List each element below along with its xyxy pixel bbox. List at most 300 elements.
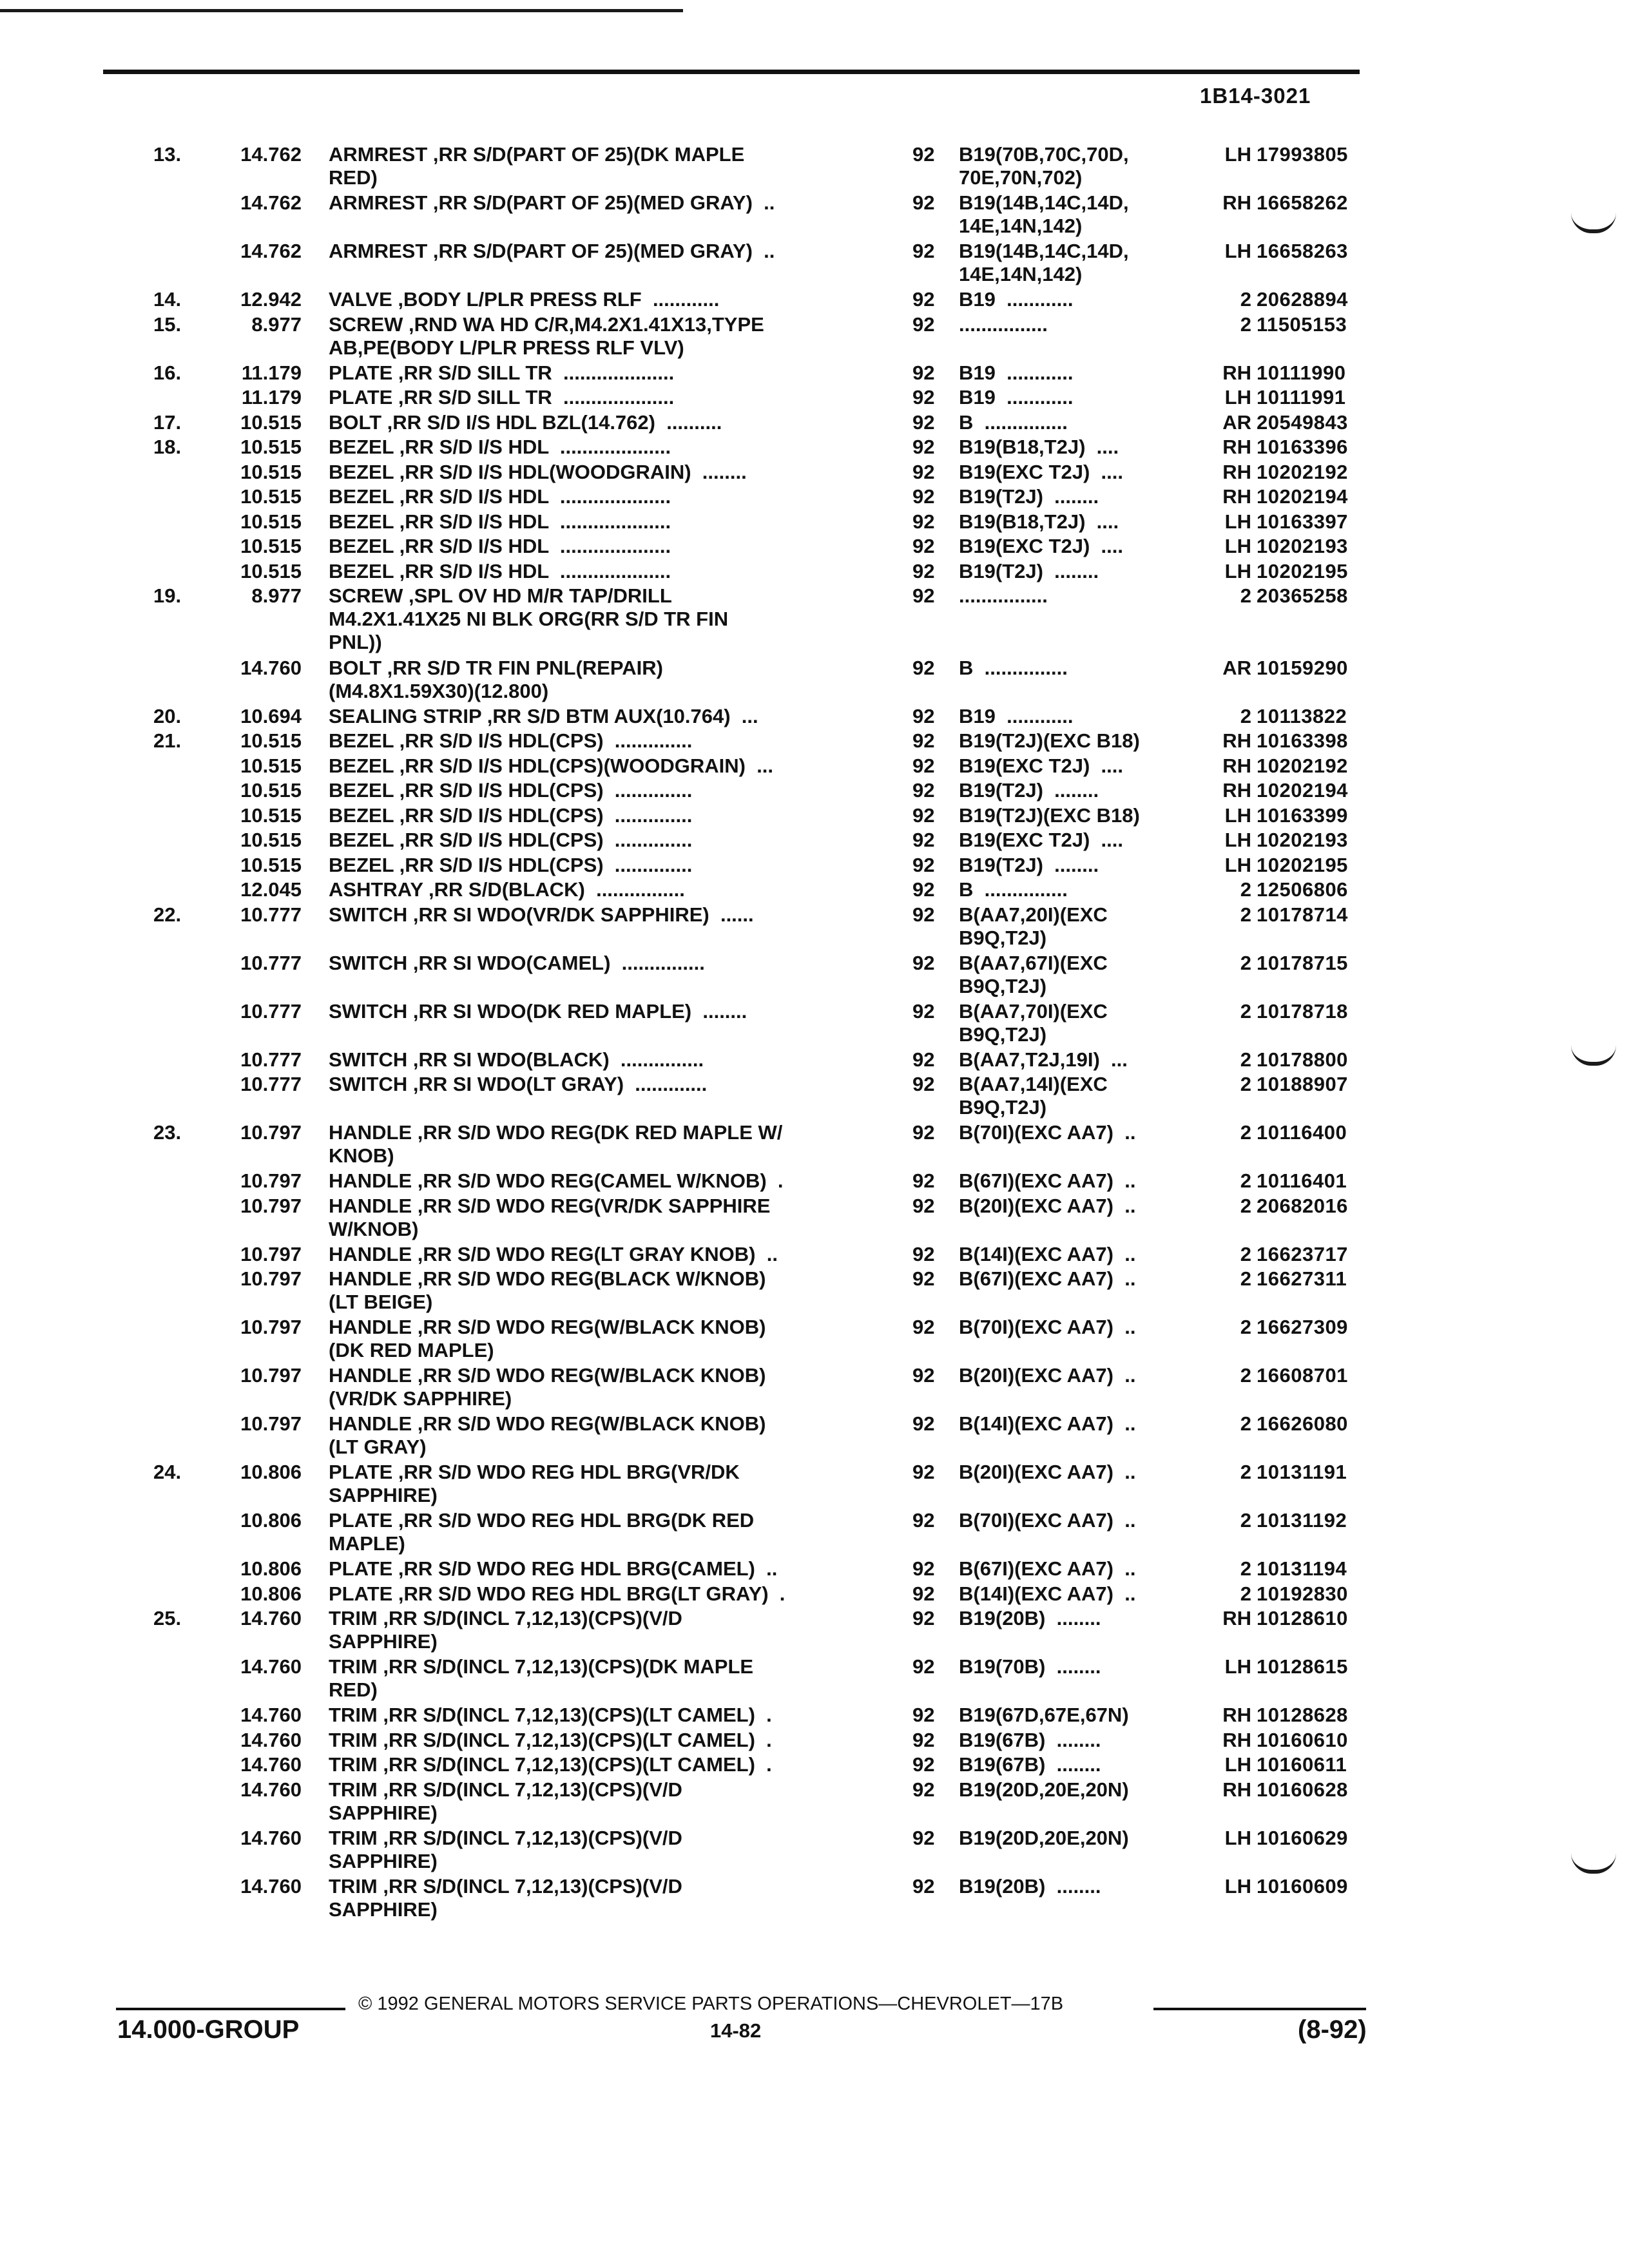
group-number: 10.806 bbox=[240, 1461, 302, 1483]
quantity: 2 bbox=[1240, 951, 1251, 974]
quantity: 2 bbox=[1240, 584, 1251, 607]
page-id: 1B14-3021 bbox=[1200, 84, 1311, 108]
item-number: 16. bbox=[153, 361, 182, 384]
model-usage-line: B19(70B) ........ bbox=[959, 1655, 1101, 1678]
model-year: 92 bbox=[912, 803, 935, 827]
description bbox=[329, 143, 871, 189]
part-number: 16626080 bbox=[1257, 1412, 1348, 1435]
group-number: 10.806 bbox=[240, 1582, 302, 1605]
quantity: RH bbox=[1222, 436, 1251, 458]
quantity: 2 bbox=[1240, 1242, 1251, 1265]
description bbox=[329, 1655, 871, 1702]
model-year: 92 bbox=[912, 436, 935, 458]
part-number: 10128628 bbox=[1257, 1704, 1348, 1726]
model-year: 92 bbox=[912, 312, 935, 336]
model-year: 92 bbox=[912, 1778, 935, 1801]
description-line: SAPPHIRE) bbox=[329, 1484, 438, 1506]
model-usage bbox=[959, 1753, 1197, 1776]
footer-rule-right bbox=[1153, 2008, 1366, 2010]
part-number: 10128610 bbox=[1257, 1607, 1348, 1629]
group-number: 10.777 bbox=[240, 1073, 302, 1095]
part-number: 10116400 bbox=[1257, 1121, 1347, 1144]
quantity: RH bbox=[1222, 1728, 1251, 1751]
description-line: BOLT ,RR S/D TR FIN PNL(REPAIR) bbox=[329, 656, 663, 679]
part-number: 20628894 bbox=[1257, 288, 1348, 311]
part-number: 10192830 bbox=[1257, 1582, 1348, 1605]
model-year: 92 bbox=[912, 878, 935, 901]
description bbox=[329, 313, 871, 360]
description-line: HANDLE ,RR S/D WDO REG(LT GRAY KNOB) .. bbox=[329, 1242, 778, 1265]
model-usage-line: B(AA7,70I)(EXC bbox=[959, 999, 1108, 1023]
part-number: 10202193 bbox=[1257, 535, 1348, 557]
description-line: PLATE ,RR S/D SILL TR .................... bbox=[329, 361, 675, 384]
model-usage-line: 14E,14N,142) bbox=[959, 263, 1083, 285]
description-line: RED) bbox=[329, 166, 378, 189]
model-usage-line: B(70I)(EXC AA7) .. bbox=[959, 1121, 1136, 1144]
description-line: PNL)) bbox=[329, 631, 382, 653]
description-line: BEZEL ,RR S/D I/S HDL(CPS) .............. bbox=[329, 779, 693, 802]
model-year: 92 bbox=[912, 361, 935, 384]
model-year: 92 bbox=[912, 288, 935, 311]
quantity: 2 bbox=[1240, 1169, 1251, 1192]
part-number: 10111991 bbox=[1257, 386, 1346, 408]
quantity: LH bbox=[1224, 853, 1251, 876]
model-usage-line: B19(14B,14C,14D, bbox=[959, 191, 1129, 214]
item-number: 19. bbox=[153, 584, 182, 607]
model-usage-line: B ............... bbox=[959, 656, 1068, 679]
model-year: 92 bbox=[912, 1753, 935, 1776]
description bbox=[329, 854, 871, 877]
description-line: SWITCH ,RR SI WDO(CAMEL) ............... bbox=[329, 951, 705, 974]
model-usage bbox=[959, 461, 1197, 484]
group-number: 10.515 bbox=[240, 460, 302, 483]
group-number: 10.515 bbox=[240, 535, 302, 557]
description bbox=[329, 1509, 871, 1555]
model-usage bbox=[959, 854, 1197, 877]
description-line: BEZEL ,RR S/D I/S HDL(CPS) .............. bbox=[329, 829, 693, 851]
model-usage bbox=[959, 436, 1197, 459]
description bbox=[329, 729, 871, 753]
part-number: 10160629 bbox=[1257, 1826, 1348, 1849]
description bbox=[329, 1073, 871, 1096]
description bbox=[329, 1316, 871, 1362]
part-number: 10178715 bbox=[1257, 951, 1348, 974]
model-usage-line: B9Q,T2J) bbox=[959, 1023, 1047, 1046]
model-usage-line: B(AA7,T2J,19I) ... bbox=[959, 1048, 1128, 1071]
description-line: AB,PE(BODY L/PLR PRESS RLF VLV) bbox=[329, 336, 684, 359]
model-year: 92 bbox=[912, 951, 935, 974]
quantity: AR bbox=[1222, 656, 1251, 679]
model-usage bbox=[959, 903, 1197, 950]
model-usage-line: B19(67B) ........ bbox=[959, 1753, 1101, 1776]
quantity: 2 bbox=[1240, 1412, 1251, 1435]
model-year: 92 bbox=[912, 1607, 935, 1629]
model-usage bbox=[959, 386, 1197, 409]
group-number: 10.806 bbox=[240, 1557, 302, 1580]
quantity: 2 bbox=[1240, 1267, 1251, 1290]
model-year: 92 bbox=[912, 1364, 935, 1387]
model-year: 92 bbox=[912, 1655, 935, 1678]
description bbox=[329, 1412, 871, 1459]
group-number: 10.797 bbox=[240, 1242, 302, 1265]
description-line: SCREW ,SPL OV HD M/R TAP/DRILL bbox=[329, 584, 672, 607]
description bbox=[329, 1607, 871, 1653]
part-number: 20549843 bbox=[1257, 410, 1348, 434]
description bbox=[329, 1364, 871, 1410]
model-year: 92 bbox=[912, 1316, 935, 1338]
model-usage bbox=[959, 411, 1197, 434]
group-number: 10.797 bbox=[240, 1169, 302, 1192]
model-year: 92 bbox=[912, 510, 935, 533]
description-line: SAPPHIRE) bbox=[329, 1630, 438, 1653]
model-usage bbox=[959, 829, 1197, 852]
model-usage-line: B19 ............ bbox=[959, 361, 1074, 384]
description-line: BOLT ,RR S/D I/S HDL BZL(14.762) .......... bbox=[329, 410, 722, 434]
part-number: 12506806 bbox=[1257, 878, 1348, 901]
description-line: KNOB) bbox=[329, 1144, 394, 1167]
model-usage-line: B19(EXC T2J) .... bbox=[959, 829, 1123, 851]
item-number: 13. bbox=[153, 143, 182, 166]
item-number: 21. bbox=[153, 729, 182, 752]
part-number: 16623717 bbox=[1257, 1242, 1348, 1265]
quantity: 2 bbox=[1240, 878, 1251, 901]
footer-page-number: 14-82 bbox=[710, 2019, 762, 2042]
description-line: BEZEL ,RR S/D I/S HDL .................... bbox=[329, 559, 671, 582]
model-year: 92 bbox=[912, 1826, 935, 1849]
description-line: TRIM ,RR S/D(INCL 7,12,13)(CPS)(LT CAMEL) . bbox=[329, 1704, 772, 1726]
description bbox=[329, 1582, 871, 1606]
description bbox=[329, 1169, 871, 1193]
description-line: VALVE ,BODY L/PLR PRESS RLF ............ bbox=[329, 288, 720, 311]
description-line: PLATE ,RR S/D WDO REG HDL BRG(DK RED bbox=[329, 1509, 755, 1532]
group-number: 10.515 bbox=[240, 829, 302, 851]
model-usage-line: B19(B18,T2J) .... bbox=[959, 510, 1119, 533]
model-year: 92 bbox=[912, 1509, 935, 1532]
part-number: 10160611 bbox=[1257, 1753, 1347, 1776]
quantity: LH bbox=[1224, 240, 1251, 262]
part-number: 16658263 bbox=[1257, 240, 1348, 262]
description-line: M4.2X1.41X25 NI BLK ORG(RR S/D TR FIN bbox=[329, 608, 729, 630]
group-number: 11.179 bbox=[241, 361, 302, 384]
model-usage bbox=[959, 1267, 1197, 1291]
group-number: 10.515 bbox=[240, 729, 302, 752]
model-usage bbox=[959, 1121, 1197, 1144]
description bbox=[329, 1461, 871, 1507]
model-usage-line: B19(T2J) ........ bbox=[959, 853, 1099, 876]
description bbox=[329, 657, 871, 703]
description-line: TRIM ,RR S/D(INCL 7,12,13)(CPS)(DK MAPLE bbox=[329, 1655, 754, 1678]
part-number: 10131192 bbox=[1257, 1509, 1347, 1532]
group-number: 10.777 bbox=[240, 999, 302, 1023]
group-number: 14.760 bbox=[240, 1607, 302, 1629]
group-number: 10.515 bbox=[240, 853, 302, 876]
part-number: 10159290 bbox=[1257, 656, 1348, 679]
description-line: SAPPHIRE) bbox=[329, 1898, 438, 1921]
quantity: 2 bbox=[1240, 1461, 1251, 1483]
model-usage bbox=[959, 1875, 1197, 1898]
description bbox=[329, 1195, 871, 1241]
part-number: 10202192 bbox=[1257, 460, 1348, 483]
model-usage bbox=[959, 1778, 1197, 1802]
model-usage bbox=[959, 1073, 1197, 1119]
description bbox=[329, 1778, 871, 1825]
quantity: 2 bbox=[1240, 1364, 1251, 1387]
description bbox=[329, 535, 871, 558]
model-year: 92 bbox=[912, 1242, 935, 1265]
model-usage-line: B(AA7,67I)(EXC bbox=[959, 951, 1108, 974]
model-year: 92 bbox=[912, 729, 935, 752]
quantity: 2 bbox=[1240, 704, 1251, 727]
model-usage-line: B19(20D,20E,20N) bbox=[959, 1826, 1129, 1849]
model-usage bbox=[959, 288, 1197, 311]
description bbox=[329, 829, 871, 852]
model-usage-line: B19 ............ bbox=[959, 288, 1074, 311]
description bbox=[329, 878, 871, 901]
description-line: SWITCH ,RR SI WDO(LT GRAY) ............. bbox=[329, 1073, 708, 1095]
model-usage bbox=[959, 779, 1197, 802]
model-usage-line: B(70I)(EXC AA7) .. bbox=[959, 1509, 1136, 1532]
quantity: RH bbox=[1222, 1607, 1251, 1629]
model-usage bbox=[959, 1243, 1197, 1266]
model-usage-line: B19(T2J) ........ bbox=[959, 559, 1099, 582]
footer-copyright: © 1992 GENERAL MOTORS SERVICE PARTS OPERATIONS—CHEVROLET—17B bbox=[358, 1994, 1064, 2014]
quantity: RH bbox=[1222, 485, 1251, 508]
model-usage bbox=[959, 1509, 1197, 1532]
model-year: 92 bbox=[912, 460, 935, 483]
model-usage bbox=[959, 1655, 1197, 1678]
group-number: 10.797 bbox=[240, 1267, 302, 1290]
model-year: 92 bbox=[912, 1169, 935, 1192]
model-year: 92 bbox=[912, 410, 935, 434]
model-usage bbox=[959, 510, 1197, 533]
model-usage-line: B19(T2J)(EXC B18) bbox=[959, 803, 1140, 827]
description-line: BEZEL ,RR S/D I/S HDL .................... bbox=[329, 485, 671, 508]
description-line: PLATE ,RR S/D WDO REG HDL BRG(LT GRAY) . bbox=[329, 1582, 786, 1605]
group-number: 10.515 bbox=[240, 510, 302, 533]
model-usage bbox=[959, 754, 1197, 778]
quantity: RH bbox=[1222, 191, 1251, 214]
description-line: BEZEL ,RR S/D I/S HDL .................... bbox=[329, 436, 671, 458]
quantity: LH bbox=[1224, 510, 1251, 533]
model-year: 92 bbox=[912, 1194, 935, 1217]
model-usage bbox=[959, 584, 1197, 608]
model-year: 92 bbox=[912, 853, 935, 876]
quantity: RH bbox=[1222, 729, 1251, 752]
part-number: 10178718 bbox=[1257, 999, 1348, 1023]
description-line: BEZEL ,RR S/D I/S HDL(CPS) .............. bbox=[329, 729, 693, 752]
model-usage-line: B19(20B) ........ bbox=[959, 1607, 1101, 1629]
model-usage bbox=[959, 1048, 1197, 1072]
model-usage-line: B(20I)(EXC AA7) .. bbox=[959, 1364, 1136, 1387]
model-usage-line: ................ bbox=[959, 584, 1048, 607]
model-usage-line: B19(70B,70C,70D, bbox=[959, 143, 1129, 166]
description bbox=[329, 1243, 871, 1266]
description bbox=[329, 485, 871, 508]
item-number: 24. bbox=[153, 1461, 182, 1483]
part-number: 17993805 bbox=[1257, 143, 1348, 166]
model-usage-line: B(67I)(EXC AA7) .. bbox=[959, 1267, 1136, 1290]
model-usage bbox=[959, 1195, 1197, 1218]
description-line: (LT GRAY) bbox=[329, 1436, 427, 1458]
quantity: 2 bbox=[1240, 1194, 1251, 1217]
quantity: RH bbox=[1222, 779, 1251, 802]
model-usage-line: B9Q,T2J) bbox=[959, 974, 1047, 997]
quantity: RH bbox=[1222, 1778, 1251, 1801]
group-number: 10.797 bbox=[240, 1316, 302, 1338]
model-usage-line: B9Q,T2J) bbox=[959, 1096, 1047, 1119]
quantity: 2 bbox=[1240, 1121, 1251, 1144]
part-number: 10163397 bbox=[1257, 510, 1348, 533]
model-year: 92 bbox=[912, 143, 935, 166]
part-number: 16627309 bbox=[1257, 1316, 1348, 1338]
model-usage-line: B19(EXC T2J) .... bbox=[959, 754, 1123, 777]
description bbox=[329, 1121, 871, 1168]
part-number: 10202194 bbox=[1257, 485, 1348, 508]
model-usage bbox=[959, 535, 1197, 558]
part-number: 10202194 bbox=[1257, 779, 1348, 802]
description-line: BEZEL ,RR S/D I/S HDL(CPS) .............. bbox=[329, 853, 693, 876]
description-line: SAPPHIRE) bbox=[329, 1849, 438, 1872]
part-number: 10116401 bbox=[1257, 1169, 1347, 1192]
model-usage-line: B19 ............ bbox=[959, 704, 1074, 727]
description-line: (VR/DK SAPPHIRE) bbox=[329, 1387, 512, 1410]
group-number: 10.515 bbox=[240, 410, 302, 434]
part-number: 10163399 bbox=[1257, 803, 1348, 827]
description-line: W/KNOB) bbox=[329, 1217, 419, 1240]
model-year: 92 bbox=[912, 1704, 935, 1726]
model-year: 92 bbox=[912, 1461, 935, 1483]
quantity: 2 bbox=[1240, 288, 1251, 311]
quantity: 2 bbox=[1240, 903, 1251, 926]
model-usage bbox=[959, 729, 1197, 753]
description-line: SWITCH ,RR SI WDO(VR/DK SAPPHIRE) ...... bbox=[329, 903, 754, 926]
description bbox=[329, 510, 871, 533]
model-usage-line: B9Q,T2J) bbox=[959, 926, 1047, 949]
description bbox=[329, 461, 871, 484]
item-number: 14. bbox=[153, 288, 182, 311]
model-usage bbox=[959, 485, 1197, 508]
quantity: LH bbox=[1224, 559, 1251, 582]
description-line: HANDLE ,RR S/D WDO REG(W/BLACK KNOB) bbox=[329, 1412, 766, 1435]
model-usage bbox=[959, 1169, 1197, 1193]
quantity: 2 bbox=[1240, 1316, 1251, 1338]
part-number: 10111990 bbox=[1257, 361, 1346, 384]
group-number: 14.762 bbox=[240, 143, 302, 166]
footer-date: (8-92) bbox=[1298, 2015, 1367, 2044]
group-number: 10.777 bbox=[240, 951, 302, 974]
description-line: (DK RED MAPLE) bbox=[329, 1339, 494, 1361]
quantity: LH bbox=[1224, 143, 1251, 166]
model-year: 92 bbox=[912, 535, 935, 557]
description-line: SAPPHIRE) bbox=[329, 1801, 438, 1824]
model-usage bbox=[959, 705, 1197, 728]
description bbox=[329, 1048, 871, 1072]
description bbox=[329, 436, 871, 459]
description-line: HANDLE ,RR S/D WDO REG(W/BLACK KNOB) bbox=[329, 1364, 766, 1387]
group-number: 12.045 bbox=[240, 878, 302, 901]
description bbox=[329, 584, 871, 654]
description-line: TRIM ,RR S/D(INCL 7,12,13)(CPS)(LT CAMEL) . bbox=[329, 1753, 772, 1776]
model-usage bbox=[959, 1000, 1197, 1046]
model-usage bbox=[959, 1316, 1197, 1339]
model-usage bbox=[959, 952, 1197, 998]
part-number: 10178714 bbox=[1257, 903, 1348, 926]
description-line: (M4.8X1.59X30)(12.800) bbox=[329, 679, 549, 702]
model-year: 92 bbox=[912, 1267, 935, 1290]
description bbox=[329, 903, 871, 927]
description bbox=[329, 288, 871, 311]
description-line: SWITCH ,RR SI WDO(DK RED MAPLE) ........ bbox=[329, 999, 747, 1023]
model-usage bbox=[959, 878, 1197, 901]
quantity: AR bbox=[1222, 410, 1251, 434]
quantity: LH bbox=[1224, 1826, 1251, 1849]
description bbox=[329, 705, 871, 728]
description-line: TRIM ,RR S/D(INCL 7,12,13)(CPS)(V/D bbox=[329, 1826, 682, 1849]
model-year: 92 bbox=[912, 1582, 935, 1605]
description bbox=[329, 386, 871, 409]
model-usage bbox=[959, 191, 1197, 238]
part-number: 10202193 bbox=[1257, 829, 1348, 851]
model-usage bbox=[959, 1827, 1197, 1850]
model-usage-line: B(70I)(EXC AA7) .. bbox=[959, 1316, 1136, 1338]
model-usage-line: B ............... bbox=[959, 878, 1068, 901]
description bbox=[329, 1000, 871, 1023]
item-number: 25. bbox=[153, 1607, 182, 1629]
model-year: 92 bbox=[912, 754, 935, 777]
description-line: (LT BEIGE) bbox=[329, 1291, 433, 1313]
model-usage-line: 70E,70N,702) bbox=[959, 166, 1083, 189]
quantity: 2 bbox=[1240, 999, 1251, 1023]
quantity: 2 bbox=[1240, 312, 1251, 336]
description-line: MAPLE) bbox=[329, 1532, 405, 1555]
model-year: 92 bbox=[912, 1557, 935, 1580]
description-line: HANDLE ,RR S/D WDO REG(BLACK W/KNOB) bbox=[329, 1267, 766, 1290]
quantity: RH bbox=[1222, 460, 1251, 483]
description bbox=[329, 952, 871, 975]
description-line: ARMREST ,RR S/D(PART OF 25)(MED GRAY) .. bbox=[329, 191, 775, 214]
model-usage bbox=[959, 1461, 1197, 1484]
model-year: 92 bbox=[912, 1728, 935, 1751]
group-number: 10.797 bbox=[240, 1412, 302, 1435]
quantity: LH bbox=[1224, 1753, 1251, 1776]
part-number: 16658262 bbox=[1257, 191, 1348, 214]
model-usage bbox=[959, 1582, 1197, 1606]
part-number: 10163396 bbox=[1257, 436, 1348, 458]
part-number: 16627311 bbox=[1257, 1267, 1347, 1290]
description bbox=[329, 804, 871, 827]
description-line: ASHTRAY ,RR S/D(BLACK) ................ bbox=[329, 878, 685, 901]
quantity: RH bbox=[1222, 361, 1251, 384]
description-line: TRIM ,RR S/D(INCL 7,12,13)(CPS)(LT CAMEL) . bbox=[329, 1728, 772, 1751]
model-usage-line: B19(14B,14C,14D, bbox=[959, 240, 1129, 262]
item-number: 20. bbox=[153, 704, 182, 727]
part-number: 10128615 bbox=[1257, 1655, 1348, 1678]
model-usage-line: B(14I)(EXC AA7) .. bbox=[959, 1582, 1136, 1605]
model-year: 92 bbox=[912, 1412, 935, 1435]
model-usage bbox=[959, 361, 1197, 385]
model-usage bbox=[959, 1412, 1197, 1436]
model-usage-line: B19(20B) ........ bbox=[959, 1874, 1101, 1898]
part-number: 10202195 bbox=[1257, 559, 1348, 582]
footer-rule-left bbox=[116, 2008, 345, 2010]
item-number: 22. bbox=[153, 903, 182, 926]
group-number: 8.977 bbox=[251, 312, 302, 336]
model-year: 92 bbox=[912, 584, 935, 607]
group-number: 14.760 bbox=[240, 1826, 302, 1849]
description-line: SCREW ,RND WA HD C/R,M4.2X1.41X13,TYPE bbox=[329, 312, 764, 336]
group-number: 12.942 bbox=[240, 288, 302, 311]
model-usage-line: B19(B18,T2J) .... bbox=[959, 436, 1119, 458]
